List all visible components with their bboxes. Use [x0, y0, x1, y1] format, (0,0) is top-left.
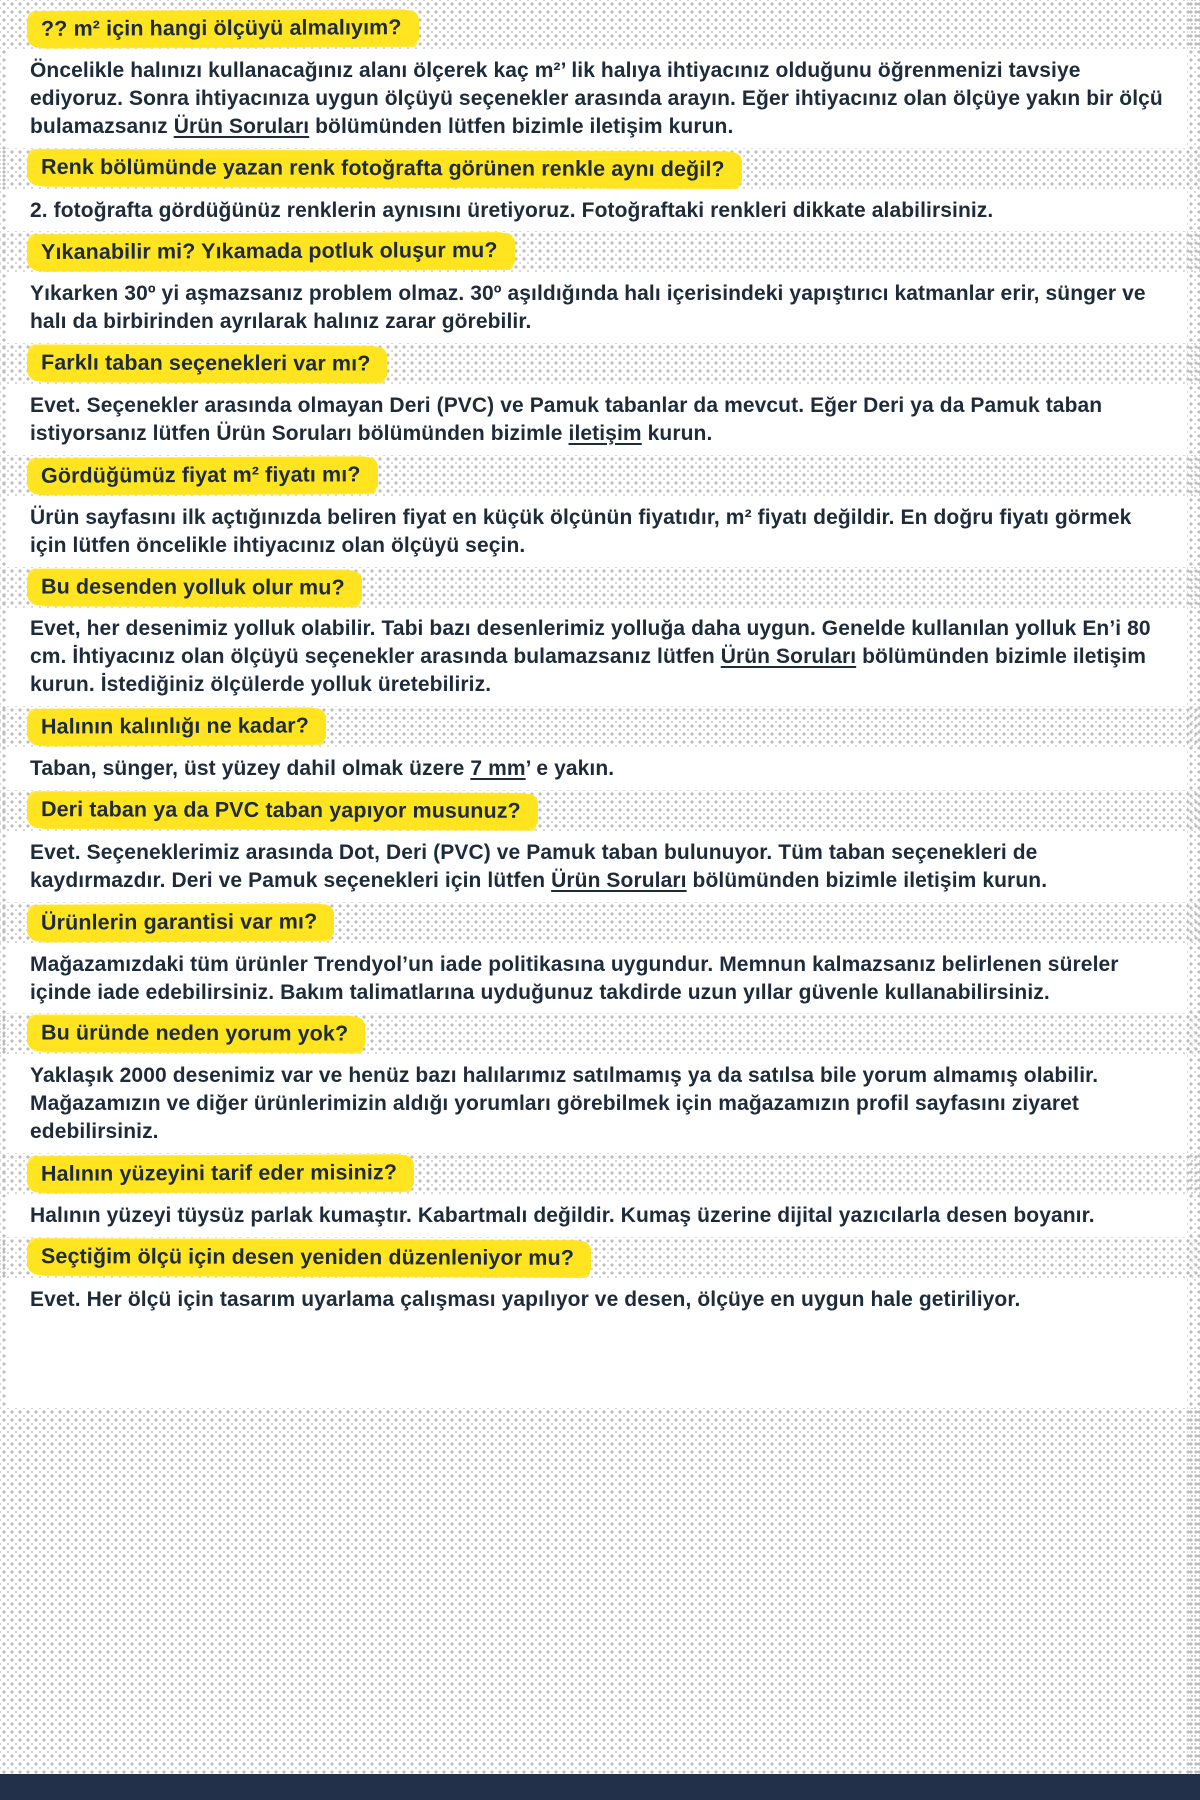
- faq-item: [30, 1237, 1170, 1314]
- faq-question-row: [0, 455, 1200, 497]
- faq-answer: [30, 190, 1170, 225]
- faq-answer-text: Evet. Seçenekler arasında olmayan Deri (PVC) ve Pamuk tabanlar da mevcut. Eğer Deri ya da Pamuk taban istiyorsanız lütfen Ürün Soruları bölümünden bizimle: [30, 394, 1103, 445]
- faq-question: Deri taban ya da PVC taban yapıyor musunuz?: [30, 793, 535, 829]
- faq-question-row: [0, 231, 1200, 273]
- faq-answer: [30, 497, 1170, 560]
- faq-question: Gördüğümüz fiyat m² fiyatı mı?: [30, 458, 375, 493]
- faq-item: [30, 567, 1170, 700]
- faq-question-row: [0, 567, 1200, 609]
- faq-question: Bu desenden yolluk olur mu?: [30, 570, 359, 605]
- footer-bar: [0, 1774, 1200, 1800]
- faq-answer: [30, 273, 1170, 336]
- faq-answer-underlined-text: Ürün Soruları: [720, 645, 857, 669]
- faq-question: Bu üründe neden yorum yok?: [30, 1017, 362, 1052]
- faq-answer-text: Evet. Her ölçü için tasarım uyarlama çalışması yapılıyor ve desen, ölçüye en uygun hale getiriliyor.: [30, 1287, 1021, 1311]
- faq-answer-text: Ürün sayfasını ilk açtığınızda beliren fiyat en küçük ölçünün fiyatıdır, m² fiyatı değildir. En doğru fiyatı görmek için lütfen öncelikle ihtiyacınız olan ölçüyü seçin.: [30, 505, 1132, 557]
- faq-answer-underlined-text: Ürün Soruları: [551, 868, 687, 892]
- faq-question: Halının yüzeyini tarif eder misiniz?: [30, 1156, 411, 1192]
- faq-question-row: [0, 8, 1200, 50]
- faq-answer-text: Yaklaşık 2000 desenimiz var ve henüz bazı halılarımız satılmamış ya da satılsa bile yorum almamış olabilir. Mağazamızın ve diğer ürünlerimizin aldığı yorumları görebilmek için mağazamızın profil sayfasını ziyaret edebilirsiniz.: [30, 1064, 1099, 1144]
- faq-answer-text: Evet. Seçeneklerimiz arasında Dot, Deri (PVC) ve Pamuk taban bulunuyor. Tüm taban seçenekleri de kaydırmazdır. Deri ve Pamuk seçenekleri için lütfen: [30, 840, 1038, 892]
- faq-answer: [30, 50, 1170, 141]
- faq-answer: [30, 1279, 1170, 1314]
- faq-answer: [30, 1195, 1170, 1230]
- faq-question: Farklı taban seçenekleri var mı?: [30, 347, 385, 382]
- faq-item: [30, 455, 1170, 560]
- faq-answer-text: bölümünden bizimle iletişim kurun. İstediğiniz ölçülerde yolluk üretebiliriz.: [30, 645, 1147, 697]
- faq-question: ?? m² için hangi ölçüyü almalıyım?: [30, 11, 416, 47]
- faq-question-row: [0, 1237, 1200, 1279]
- faq-answer-text: 2. fotoğrafta gördüğünüz renklerin aynısını üretiyoruz. Fotoğraftaki renkleri dikkate alabilirsiniz.: [30, 198, 994, 222]
- faq-item: [30, 790, 1170, 895]
- faq-answer: [30, 608, 1170, 699]
- faq-item: [30, 1153, 1170, 1230]
- faq-answer-underlined-text: Ürün Soruları: [173, 114, 310, 138]
- faq-question-row: [0, 706, 1200, 748]
- faq-answer-text: ’ e yakın.: [525, 757, 615, 781]
- faq-answer-text: Yıkarken 30º yi aşmazsanız problem olmaz. 30º aşıldığında halı içerisindeki yapıştırıcı katmanlar erir, sünger ve halı da birbirinden ayrılarak halınız zarar görebilir.: [30, 282, 1146, 334]
- faq-answer-text: Öncelikle halınızı kullanacağınız alanı ölçerek kaç m²’ lik halıya ihtiyacınız olduğunu öğrenmenizi tavsiye ediyoruz. Sonra ihtiyacınıza uygun ölçüyü seçenekler arasında arayın. Eğer ihtiyacınız olan ölçüye yakın bir ölçü bulamazsanız: [30, 58, 1163, 138]
- faq-question: Ürünlerin garantisi var mı?: [30, 905, 331, 940]
- faq-question: Renk bölümünde yazan renk fotoğrafta görünen renkle aynı değil?: [30, 150, 739, 186]
- faq-answer: [30, 1055, 1170, 1146]
- faq-answer: [30, 944, 1170, 1007]
- faq-item: [30, 902, 1170, 1007]
- faq-question: Halının kalınlığı ne kadar?: [30, 710, 323, 745]
- faq-item: [30, 231, 1170, 336]
- faq-answer-text: bölümünden lütfen bizimle iletişim kurun.: [309, 114, 734, 138]
- faq-question-row: [0, 343, 1200, 385]
- faq-item: [30, 1013, 1170, 1146]
- faq-answer-text: Taban, sünger, üst yüzey dahil olmak üzere: [30, 757, 471, 781]
- faq-question-row: [0, 902, 1200, 944]
- faq-item: [30, 706, 1170, 783]
- faq-answer-underlined-text: 7 mm: [470, 757, 526, 781]
- faq-item: [30, 148, 1170, 225]
- faq-item: [30, 343, 1170, 448]
- faq-answer-text: Mağazamızdaki tüm ürünler Trendyol’un iade politikasına uygundur. Memnun kalmazsanız belirlenen süreler içinde iade edebilirsiniz. Bakım talimatlarına uyduğunuz takdirde uzun yıllar güvenle kullanabilirsiniz.: [30, 952, 1119, 1004]
- faq-question: Yıkanabilir mi? Yıkamada potluk oluşur mu?: [30, 234, 512, 270]
- faq-question-row: [0, 790, 1200, 832]
- faq-answer-text: Halının yüzeyi tüysüz parlak kumaştır. Kabartmalı değildir. Kumaş üzerine dijital yazıcılarla desen boyanır.: [30, 1203, 1095, 1227]
- faq-answer-underlined-text: iletişim: [568, 421, 642, 445]
- faq-answer: [30, 748, 1170, 783]
- faq-answer-text: bölümünden bizimle iletişim kurun.: [686, 868, 1048, 892]
- halftone-dots-bottom: [0, 1408, 1200, 1774]
- faq-question: Seçtiğim ölçü için desen yeniden düzenleniyor mu?: [30, 1240, 588, 1276]
- faq-question-row: [0, 1013, 1200, 1055]
- faq-answer: [30, 385, 1170, 448]
- faq-question-row: [0, 1153, 1200, 1195]
- faq-answer-text: kurun.: [641, 421, 713, 445]
- faq-answer: [30, 832, 1170, 895]
- faq-item: [30, 8, 1170, 141]
- faq-answer-text: Evet, her desenimiz yolluk olabilir. Tabi bazı desenlerimiz yolluğa daha uygun. Genelde kullanılan yolluk En’i 80 cm. İhtiyacınız olan ölçüyü seçenekler arasında bulamazsanız lütfen: [30, 617, 1151, 669]
- faq-question-row: [0, 148, 1200, 190]
